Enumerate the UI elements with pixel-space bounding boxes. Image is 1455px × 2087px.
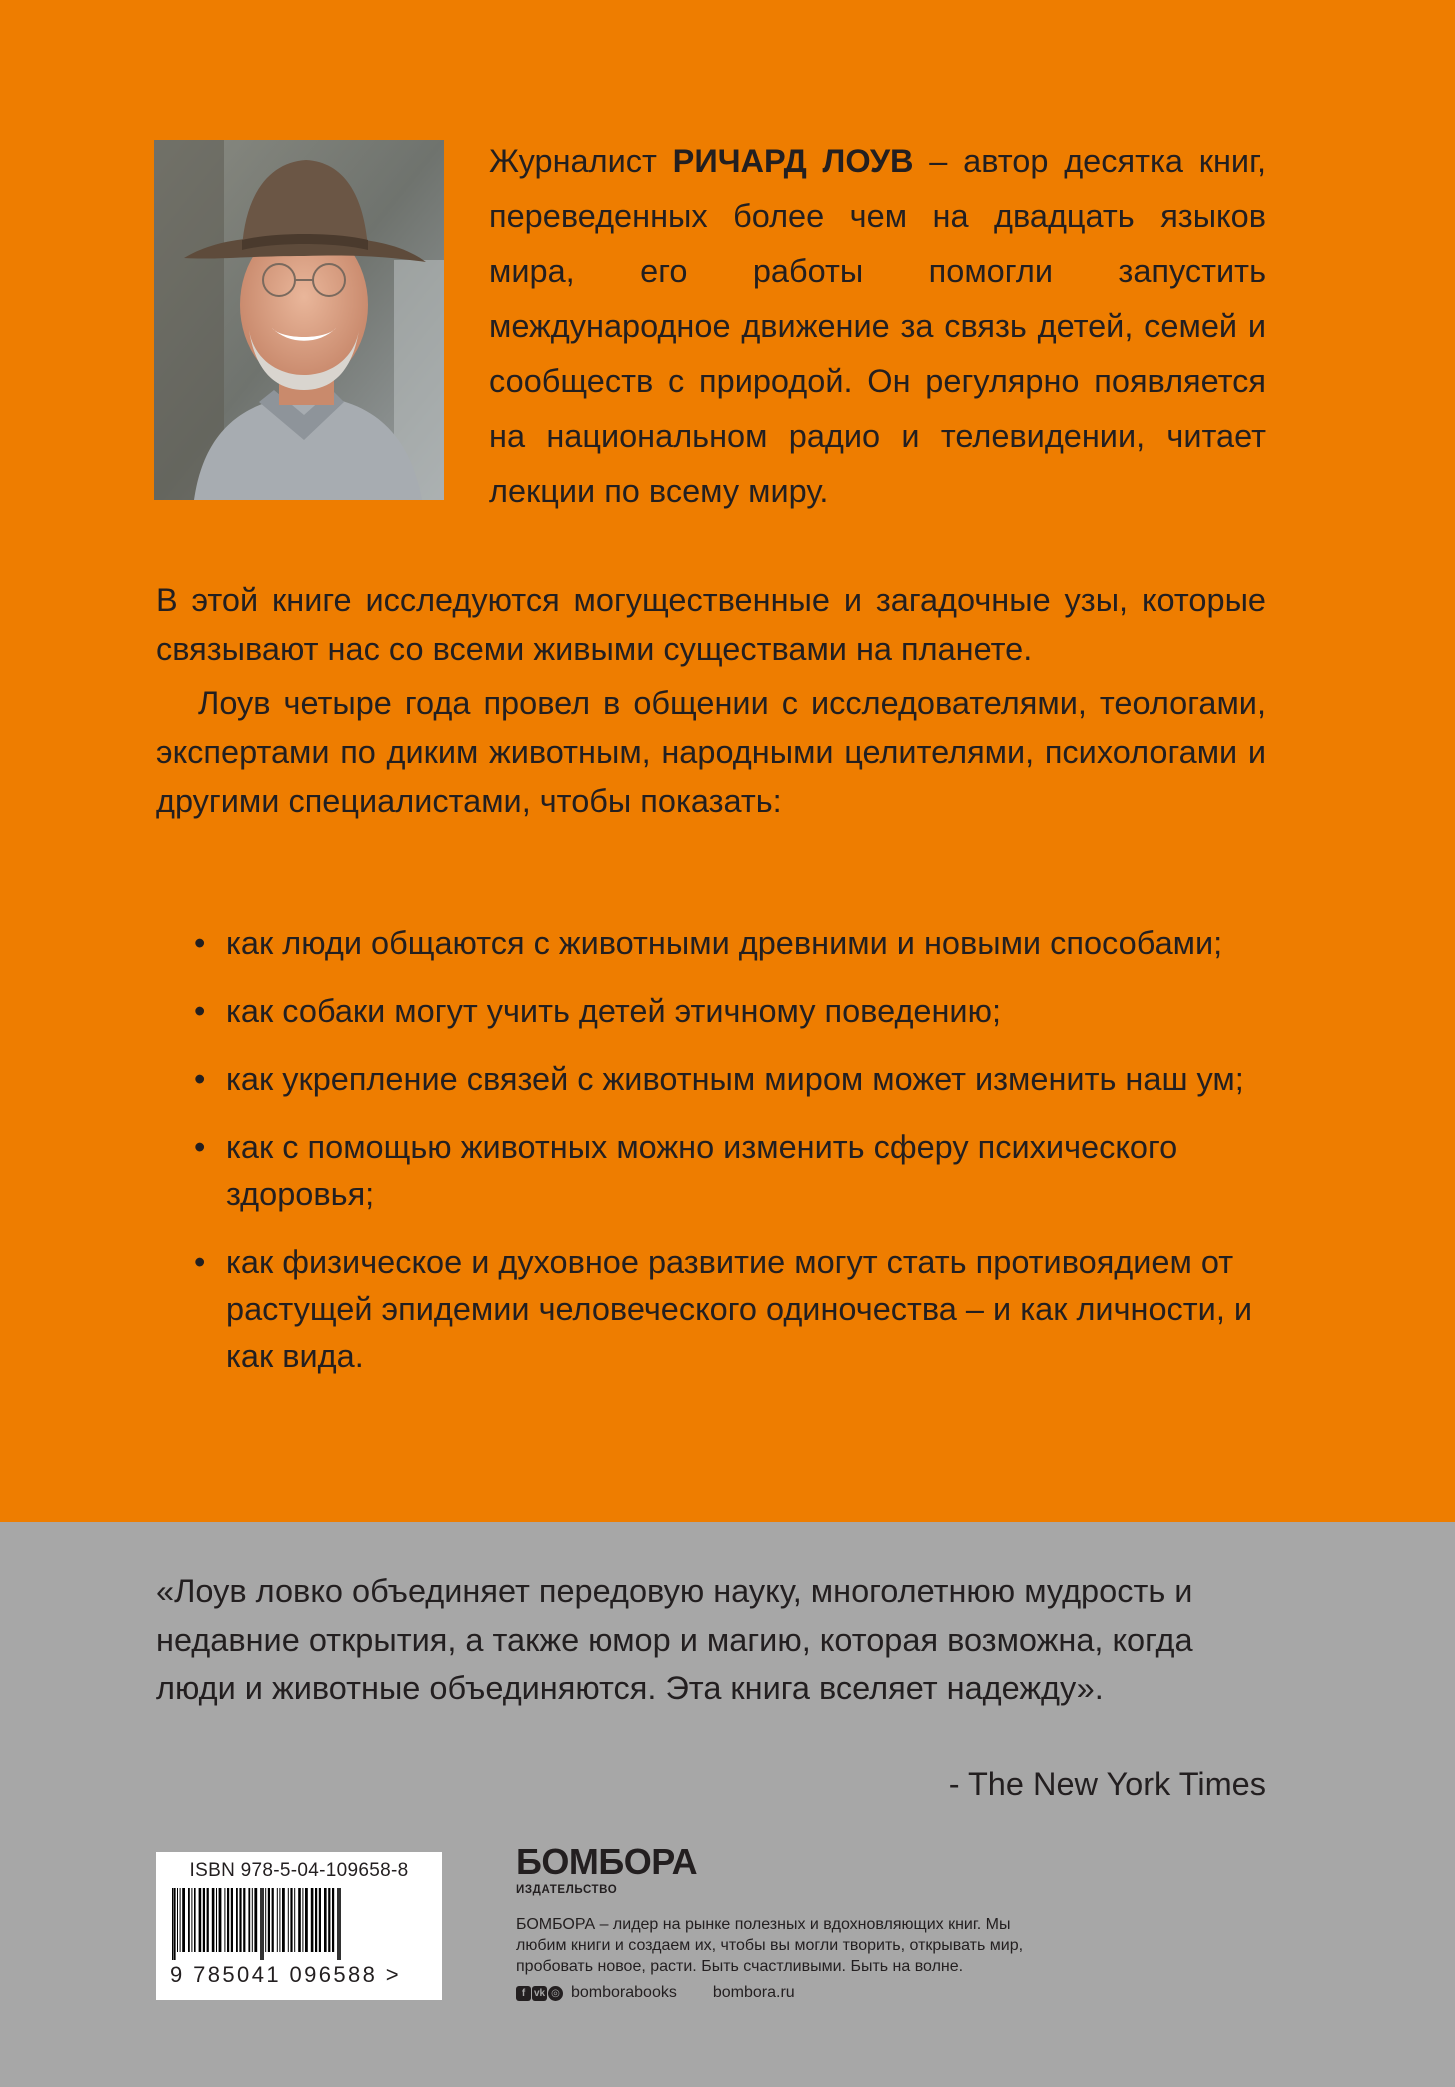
barcode-bar [243,1888,245,1952]
barcode-bar [227,1888,229,1952]
barcode-bar [315,1888,317,1952]
barcode-bar [282,1888,285,1952]
barcode-bar [265,1888,266,1952]
barcode-bar [302,1888,303,1952]
barcode-bar [328,1888,330,1952]
bullet-item: • как укрепление связей с животным миром может изменить наш ум; [194,1056,1274,1103]
bullet-item: • как физическое и духовное развитие могут стать противоядием от растущей эпидемии человеческого одиночества – и как личности, и как вида. [194,1239,1274,1380]
publisher-description: БОМБОРА – лидер на рынке полезных и вдохновляющих книг. Мы любим книги и создаем их, чтобы вы могли творить, открывать мир, пробовать новое, расти. Быть счастливыми. Быть на волне. [516,1916,1024,1975]
barcode-bar [212,1888,215,1952]
author-bio [489,134,1266,519]
barcode-bar [324,1888,327,1952]
website-link[interactable]: bombora.ru [712,1984,795,2001]
barcode-bar [182,1888,185,1952]
barcode-bar [236,1888,238,1952]
facebook-icon[interactable]: f [516,1986,531,2001]
barcode-bar [180,1888,181,1952]
barcode [166,1888,432,1960]
barcode-bar [339,1888,341,1960]
barcode-bar [194,1888,196,1952]
barcode-bar [290,1888,292,1952]
bullet-item: • как с помощью животных можно изменить сферу психического здоровья; [194,1124,1274,1218]
instagram-icon[interactable]: ◎ [548,1986,563,2001]
publisher-links [516,1982,795,2004]
barcode-digits: 9 785041 096588 > [170,1962,402,1987]
bullet-item: • как собаки могут учить детей этичному поведению; [194,988,1274,1035]
barcode-bar [288,1888,289,1952]
barcode-bar [219,1888,222,1952]
barcode-bar [294,1888,295,1952]
author-name: РИЧАРД ЛОУВ [672,143,914,179]
publisher-logo-subtitle: ИЗДАТЕЛЬСТВО [516,1884,618,1896]
barcode-bar [252,1888,253,1952]
description-paragraph-2: Лоув четыре года провел в общении с исследователями, теологами, экспертами по диким животным, народными целителями, психологами и другими специалистами, чтобы показать: [156,685,1266,819]
bullet-list [194,920,1274,1401]
barcode-bar [224,1888,225,1952]
barcode-bar [172,1888,174,1960]
bio-prefix: Журналист [489,143,673,179]
publisher-logo: БОМБОРА [516,1841,698,1882]
bullet-item: • как люди общаются с животными древними и новыми способами; [194,920,1274,967]
barcode-bar [216,1888,217,1952]
barcode-bar [191,1888,192,1952]
barcode-bar [298,1888,301,1952]
barcode-bar [177,1888,178,1952]
barcode-bar [272,1888,274,1952]
barcode-bar [337,1888,339,1960]
barcode-bar [174,1888,176,1960]
barcode-bar [254,1888,257,1952]
barcode-bar [231,1888,233,1952]
bio-text: – автор десятка книг, переведенных более чем на двадцать языков мира, его работы помогли запустить международное движение за связь детей, семей и сообществ с природой. Он регулярно появляется на национальном радио и телевидении, читает лекции по всему миру. [489,143,1266,509]
barcode-bar [248,1888,250,1952]
barcode-bar [311,1888,314,1952]
barcode-bar [203,1888,205,1952]
barcode-bar [268,1888,270,1952]
author-photo [154,140,444,500]
isbn-label: ISBN 978-5-04-109658-8 [189,1860,409,1881]
barcode-bar [279,1888,280,1952]
barcode-bar [199,1888,202,1952]
isbn-barcode-box [156,1852,442,2000]
barcode-bar [207,1888,209,1952]
barcode-bar [319,1888,321,1952]
barcode-bar [188,1888,190,1952]
barcode-bar [277,1888,278,1952]
barcode-bar [262,1888,264,1960]
vk-icon[interactable]: vk [533,1987,546,1999]
review-quote: «Лоув ловко объединяет передовую науку, многолетнюю мудрость и недавние открытия, а также юмор и магию, которая возможна, когда люди и животные объединяются. Эта книга вселяет надежду». [156,1573,1193,1706]
social-handle[interactable]: bomborabooks [571,1984,677,2001]
barcode-bar [332,1888,334,1952]
barcode-bar [239,1888,241,1952]
review-source: - The New York Times [948,1766,1266,1802]
barcode-bar [305,1888,308,1952]
book-description [156,576,1266,826]
barcode-bar [260,1888,262,1960]
description-paragraph-1: В этой книге исследуются могущественные и загадочные узы, которые связывают нас со всеми живыми существами на планете. [156,582,1266,667]
